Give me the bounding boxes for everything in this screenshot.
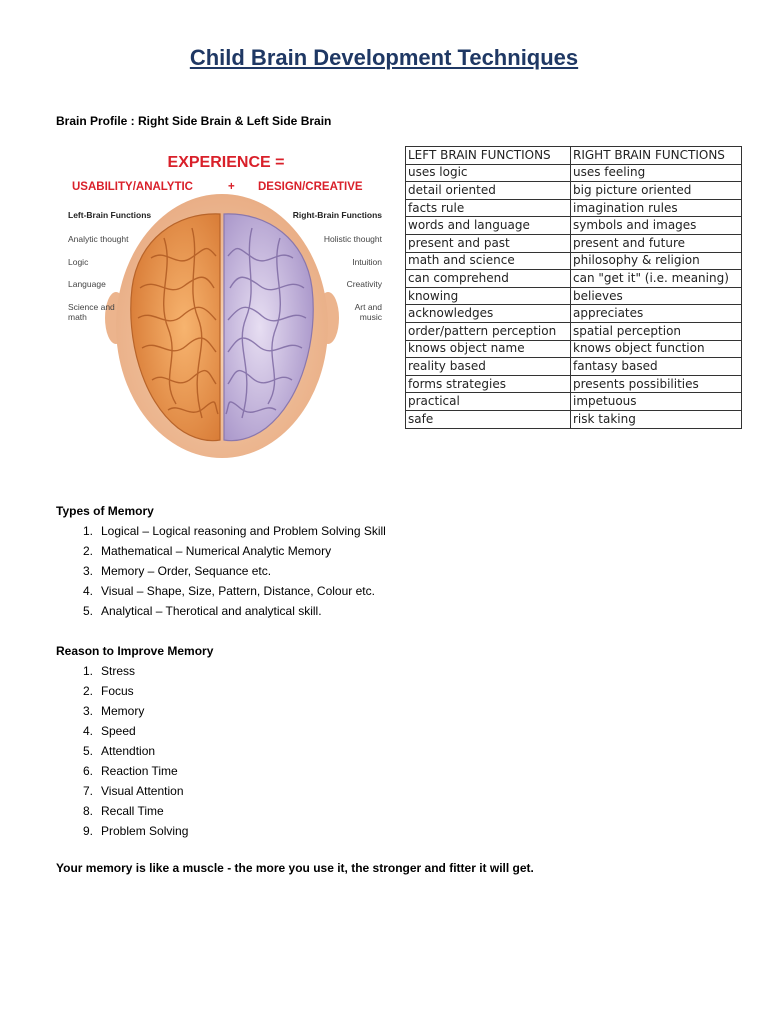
left-function-cell: practical: [406, 393, 571, 411]
figure-left-subheading: USABILITY/ANALYTIC: [72, 181, 193, 193]
list-item-number: 1.: [82, 524, 93, 538]
figure-left-item: Language: [68, 279, 106, 289]
list-item-number: 8.: [82, 804, 93, 818]
left-function-cell: can comprehend: [406, 270, 571, 288]
right-function-cell: knows object function: [571, 340, 742, 358]
list-item-number: 1.: [82, 664, 93, 678]
list-item-number: 2.: [82, 544, 93, 558]
left-function-cell: knowing: [406, 287, 571, 305]
list-item-text: Visual – Shape, Size, Pattern, Distance, Colour etc.: [101, 584, 375, 598]
list-item-number: 3.: [82, 704, 93, 718]
memory-quote: Your memory is like a muscle - the more you use it, the stronger and fitter it will get.: [56, 861, 534, 875]
table-row: [406, 305, 742, 323]
reason-to-improve-list: [78, 661, 188, 841]
list-item: [78, 521, 386, 541]
figure-right-heading: Right-Brain Functions: [292, 210, 382, 220]
list-item: [78, 761, 188, 781]
list-item-number: 4.: [82, 724, 93, 738]
list-item: [78, 681, 188, 701]
table-row: [406, 358, 742, 376]
list-item: [78, 561, 386, 581]
right-function-cell: risk taking: [571, 410, 742, 428]
table-header-left: LEFT BRAIN FUNCTIONS: [406, 147, 571, 165]
right-function-cell: impetuous: [571, 393, 742, 411]
figure-left-item: Logic: [68, 257, 89, 267]
table-row: [406, 375, 742, 393]
table-row: [406, 217, 742, 235]
figure-right-item: Holistic thought: [323, 234, 382, 244]
list-item-text: Reaction Time: [101, 764, 178, 778]
figure-plus: +: [228, 181, 235, 193]
table-row: [406, 199, 742, 217]
list-item: [78, 581, 386, 601]
list-item: [78, 541, 386, 561]
list-item-text: Visual Attention: [101, 784, 184, 798]
list-item: [78, 741, 188, 761]
list-item-text: Analytical – Therotical and analytical skill.: [101, 604, 322, 618]
list-item: [78, 701, 188, 721]
list-item-text: Attendtion: [101, 744, 156, 758]
list-item-number: 7.: [82, 784, 93, 798]
reason-to-improve-heading: Reason to Improve Memory: [56, 644, 214, 658]
right-function-cell: present and future: [571, 234, 742, 252]
figure-right-subheading: DESIGN/CREATIVE: [258, 181, 363, 193]
list-item-text: Mathematical – Numerical Analytic Memory: [101, 544, 332, 558]
left-function-cell: facts rule: [406, 199, 571, 217]
list-item: [78, 781, 188, 801]
table-row: [406, 234, 742, 252]
left-function-cell: order/pattern perception: [406, 322, 571, 340]
table-row: [406, 393, 742, 411]
list-item-number: 5.: [82, 744, 93, 758]
list-item: [78, 821, 188, 841]
right-function-cell: appreciates: [571, 305, 742, 323]
list-item-text: Stress: [101, 664, 136, 678]
table-row: [406, 340, 742, 358]
types-of-memory-list: [78, 521, 386, 621]
list-item-number: 5.: [82, 604, 93, 618]
list-item-number: 4.: [82, 584, 93, 598]
table-row: [406, 182, 742, 200]
list-item: [78, 601, 386, 621]
right-function-cell: philosophy & religion: [571, 252, 742, 270]
figure-headline: EXPERIENCE =: [167, 154, 285, 171]
list-item-number: 2.: [82, 684, 93, 698]
list-item-number: 9.: [82, 824, 93, 838]
list-item-text: Memory – Order, Sequance etc.: [101, 564, 272, 578]
page-title: Child Brain Development Techniques: [189, 45, 579, 70]
left-function-cell: uses logic: [406, 164, 571, 182]
right-function-cell: symbols and images: [571, 217, 742, 235]
list-item-number: 6.: [82, 764, 93, 778]
left-function-cell: reality based: [406, 358, 571, 376]
right-function-cell: spatial perception: [571, 322, 742, 340]
table-row: [406, 270, 742, 288]
list-item-text: Recall Time: [101, 804, 164, 818]
list-item: [78, 661, 188, 681]
table-row: [406, 322, 742, 340]
brain-figure: [56, 148, 396, 460]
list-item: [78, 721, 188, 741]
left-function-cell: detail oriented: [406, 182, 571, 200]
list-item-text: Focus: [101, 684, 134, 698]
figure-right-item: Intuition: [352, 257, 382, 267]
table-row: [406, 287, 742, 305]
list-item-text: Problem Solving: [101, 824, 189, 838]
table-row: [406, 410, 742, 428]
figure-left-item: Analytic thought: [68, 234, 129, 244]
list-item-text: Speed: [101, 724, 136, 738]
table-body: [406, 164, 742, 428]
list-item-text: Logical – Logical reasoning and Problem Solving Skill: [101, 524, 386, 538]
right-function-cell: fantasy based: [571, 358, 742, 376]
right-function-cell: imagination rules: [571, 199, 742, 217]
right-function-cell: presents possibilities: [571, 375, 742, 393]
brain-profile-heading: Brain Profile : Right Side Brain & Left Side Brain: [56, 114, 332, 128]
list-item-number: 3.: [82, 564, 93, 578]
table-row: [406, 252, 742, 270]
figure-right-item: Art and music: [354, 302, 382, 322]
figure-left-item: Science and math: [68, 302, 115, 322]
table-row: [406, 164, 742, 182]
left-function-cell: forms strategies: [406, 375, 571, 393]
brain-functions-table: [405, 146, 742, 429]
left-function-cell: present and past: [406, 234, 571, 252]
list-item: [78, 801, 188, 821]
figure-right-item: Creativity: [346, 279, 382, 289]
left-function-cell: knows object name: [406, 340, 571, 358]
right-function-cell: uses feeling: [571, 164, 742, 182]
figure-left-heading: Left-Brain Functions: [68, 210, 152, 220]
table-header-right: RIGHT BRAIN FUNCTIONS: [571, 147, 742, 165]
table-header-row: [406, 147, 742, 165]
left-function-cell: acknowledges: [406, 305, 571, 323]
left-function-cell: words and language: [406, 217, 571, 235]
right-function-cell: can "get it" (i.e. meaning): [571, 270, 742, 288]
left-function-cell: math and science: [406, 252, 571, 270]
types-of-memory-heading: Types of Memory: [56, 504, 154, 518]
list-item-text: Memory: [101, 704, 145, 718]
right-function-cell: big picture oriented: [571, 182, 742, 200]
left-function-cell: safe: [406, 410, 571, 428]
right-function-cell: believes: [571, 287, 742, 305]
